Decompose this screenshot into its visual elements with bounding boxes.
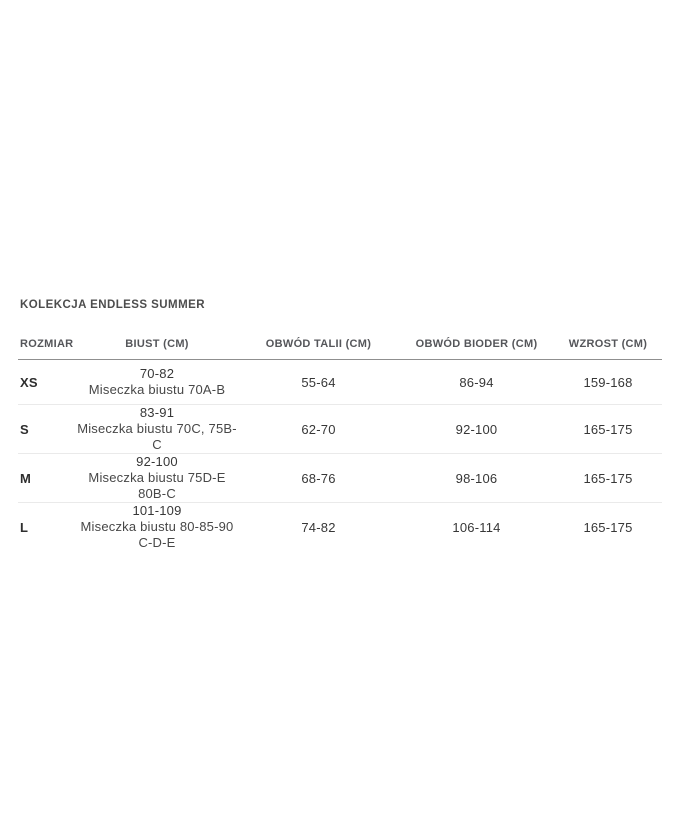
bust-range: 83-91 (139, 405, 175, 420)
bust-cell (76, 454, 238, 503)
height-value: 159-168 (554, 360, 662, 405)
size-chart-header (18, 338, 662, 360)
table-row-s (18, 405, 662, 454)
size-chart-body (18, 360, 662, 552)
column-header-obwod-talii: OBWÓD TALII (CM) (238, 338, 399, 360)
waist-value: 68-76 (238, 454, 399, 503)
size-label: S (18, 405, 76, 454)
size-label: M (18, 454, 76, 503)
cup-info: Miseczka biustu 80-85-90 C-D-E (80, 519, 234, 550)
bust-cell (76, 503, 238, 552)
size-label: L (20, 519, 29, 535)
waist-value: 74-82 (301, 519, 336, 535)
table-row-m (18, 454, 662, 503)
waist-value: 55-64 (238, 360, 399, 405)
size-chart-table (18, 338, 662, 551)
bust-cell (76, 360, 238, 405)
column-header-rozmiar: ROZMIAR (18, 338, 76, 360)
header-row (18, 338, 662, 360)
size-label: XS (18, 360, 76, 405)
hips-value: 92-100 (399, 405, 554, 454)
height-value: 165-175 (583, 519, 633, 535)
bust-cell (76, 405, 238, 454)
column-header-wzrost: WZROST (CM) (554, 338, 662, 360)
waist-value: 62-70 (238, 405, 399, 454)
bust-range: 70-82 (139, 366, 175, 381)
table-row-l (18, 503, 662, 552)
bust-range: 92-100 (136, 454, 178, 469)
column-header-biust: BIUST (CM) (76, 338, 238, 360)
hips-value: 106-114 (452, 519, 501, 535)
height-value: 165-175 (554, 454, 662, 503)
column-header-obwod-bioder: OBWÓD BIODER (CM) (399, 338, 554, 360)
cup-info: Miseczka biustu 70C, 75B-C (77, 421, 237, 452)
cup-info: Miseczka biustu 70A-B (88, 382, 226, 397)
bust-range: 101-109 (132, 503, 182, 518)
collection-title: KOLEKCJA ENDLESS SUMMER (20, 299, 205, 311)
table-row-xs (18, 360, 662, 405)
height-value: 165-175 (554, 405, 662, 454)
hips-value: 98-106 (399, 454, 554, 503)
cup-info: Miseczka biustu 75D-E 80B-C (88, 470, 226, 501)
hips-value: 86-94 (399, 360, 554, 405)
